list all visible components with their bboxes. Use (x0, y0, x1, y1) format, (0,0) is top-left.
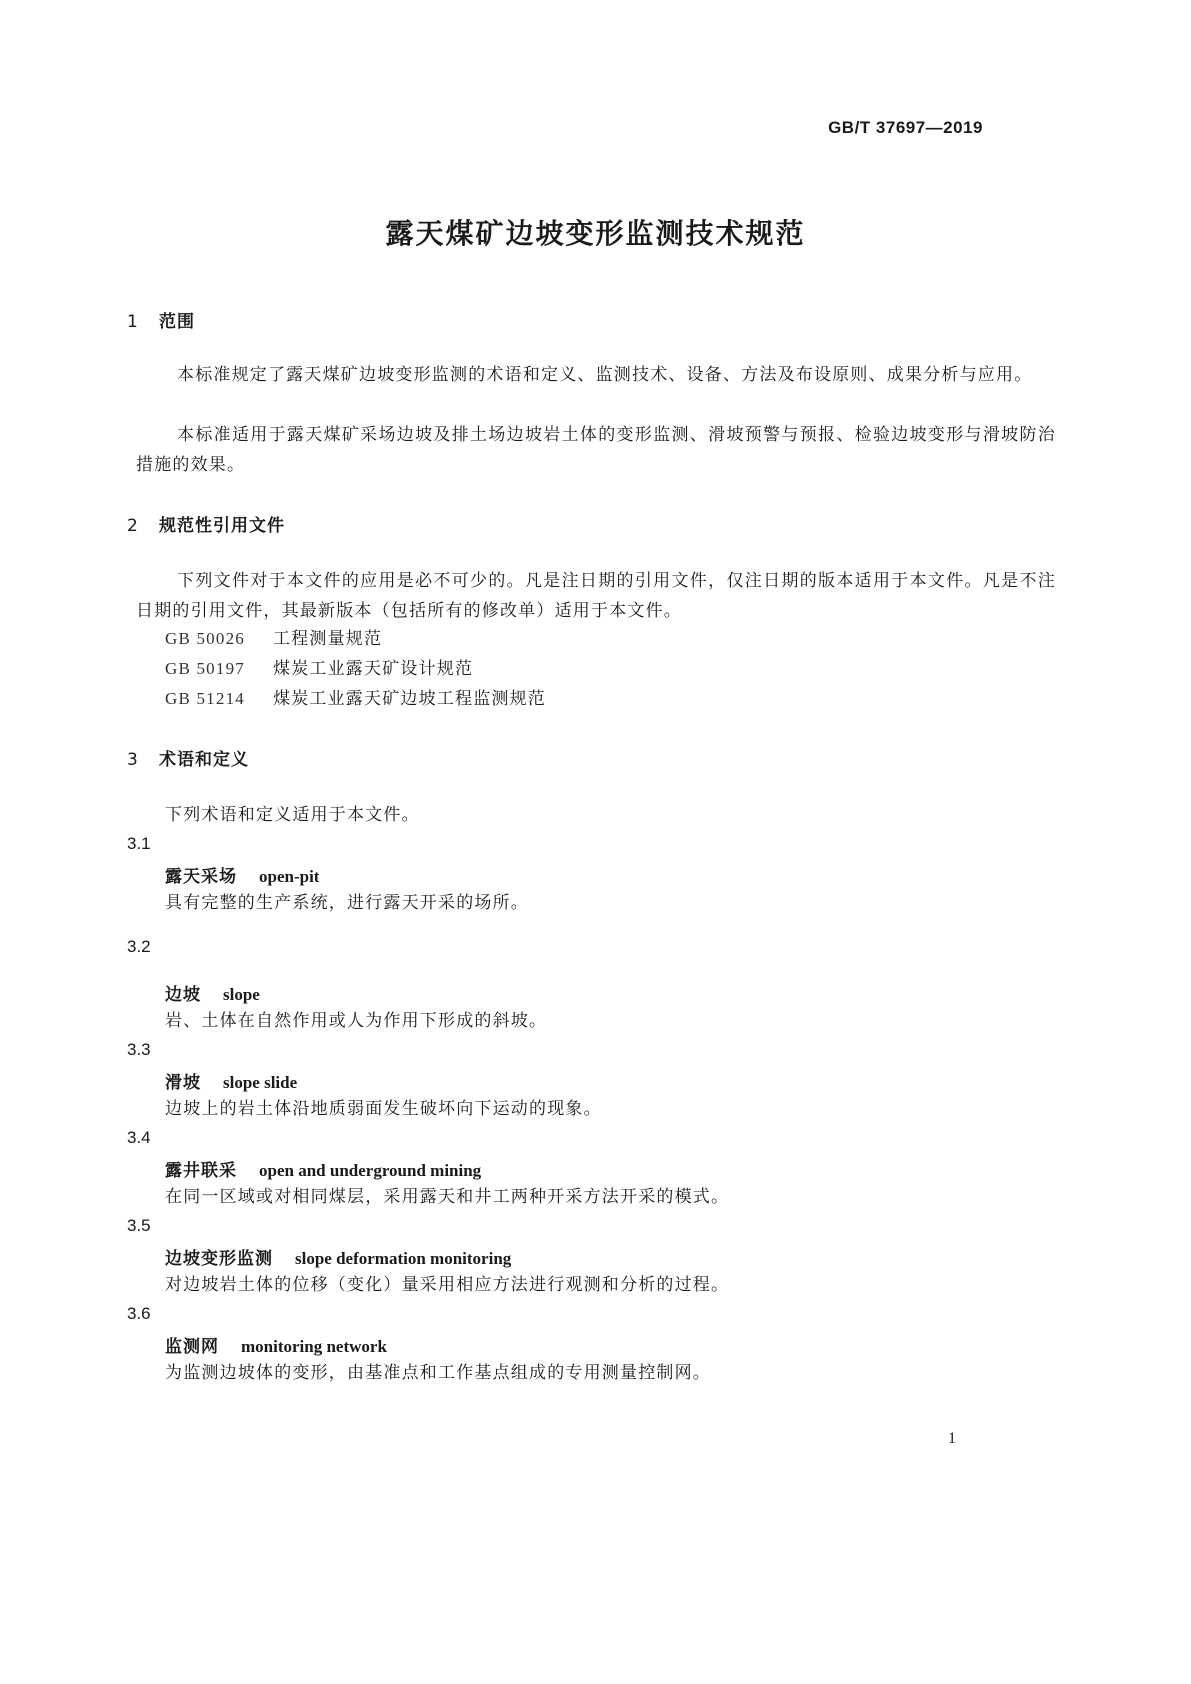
term-heading (165, 862, 319, 887)
term-heading (165, 980, 260, 1005)
reference-item (165, 624, 382, 654)
term-number: 3.1 (127, 834, 151, 853)
reference-code: GB 50197 (165, 659, 245, 678)
paragraph: 本标准规定了露天煤矿边坡变形监测的术语和定义、监测技术、设备、方法及布设原则、成果分析与应用。 (177, 365, 1033, 385)
section-3-heading (127, 745, 249, 770)
section-number: 2 (127, 516, 139, 536)
term-definition: 边坡上的岩土体沿地质弱面发生破坏向下运动的现象。 (165, 1099, 602, 1119)
page-number: 1 (948, 1430, 956, 1447)
term-definition: 具有完整的生产系统，进行露天开采的场所。 (165, 893, 529, 913)
term-definition: 为监测边坡体的变形，由基准点和工作基点组成的专用测量控制网。 (165, 1363, 711, 1383)
term-number: 3.2 (127, 937, 151, 956)
paragraph: 下列文件对于本文件的应用是必不可少的。凡是注日期的引用文件，仅注日期的版本适用于本文件。凡是不注日期的引用文件，其最新版本（包括所有的修改单）适用于本文件。 (136, 571, 1056, 621)
term-zh: 边坡变形监测 (165, 1249, 273, 1269)
term-zh: 露天采场 (165, 867, 237, 887)
term-en: slope deformation monitoring (295, 1249, 512, 1268)
term-en: slope slide (223, 1073, 298, 1092)
term-number: 3.4 (127, 1128, 151, 1147)
term-definition: 在同一区域或对相同煤层，采用露天和井工两种开采方法开采的模式。 (165, 1187, 730, 1207)
term-en: monitoring network (241, 1337, 387, 1356)
document-title: 露天煤矿边坡变形监测技术规范 (385, 217, 806, 250)
reference-title: 工程测量规范 (273, 629, 383, 649)
term-heading (165, 1332, 387, 1357)
term-heading (165, 1244, 511, 1269)
term-zh: 监测网 (165, 1337, 219, 1357)
term-number: 3.5 (127, 1216, 151, 1235)
term-number: 3.3 (127, 1040, 151, 1059)
section-title: 规范性引用文件 (159, 516, 285, 536)
term-definition: 岩、土体在自然作用或人为作用下形成的斜坡。 (165, 1011, 548, 1031)
paragraph: 下列术语和定义适用于本文件。 (165, 805, 420, 825)
term-heading (165, 1068, 297, 1093)
term-definition: 对边坡岩土体的位移（变化）量采用相应方法进行观测和分析的过程。 (165, 1275, 730, 1295)
reference-title: 煤炭工业露天矿设计规范 (273, 659, 474, 679)
paragraph: 本标准适用于露天煤矿采场边坡及排土场边坡岩土体的变形监测、滑坡预警与预报、检验边坡变形与滑坡防治措施的效果。 (136, 425, 1056, 475)
term-en: slope (223, 985, 260, 1004)
term-zh: 边坡 (165, 985, 201, 1005)
reference-code: GB 51214 (165, 689, 245, 708)
section-title: 范围 (159, 312, 195, 332)
term-en: open and underground mining (259, 1161, 482, 1180)
term-number: 3.6 (127, 1304, 151, 1323)
reference-title: 煤炭工业露天矿边坡工程监测规范 (273, 689, 546, 709)
section-number: 1 (127, 312, 139, 332)
standard-number: GB/T 37697—2019 (828, 118, 983, 137)
term-zh: 滑坡 (165, 1073, 201, 1093)
term-en: open-pit (259, 867, 320, 886)
reference-item (165, 684, 546, 714)
section-2-heading (127, 511, 285, 536)
section-1-heading (127, 307, 195, 332)
reference-code: GB 50026 (165, 629, 245, 648)
term-heading (165, 1156, 481, 1181)
section-title: 术语和定义 (159, 750, 249, 770)
section-number: 3 (127, 750, 139, 770)
term-zh: 露井联采 (165, 1161, 237, 1181)
reference-item (165, 654, 473, 684)
